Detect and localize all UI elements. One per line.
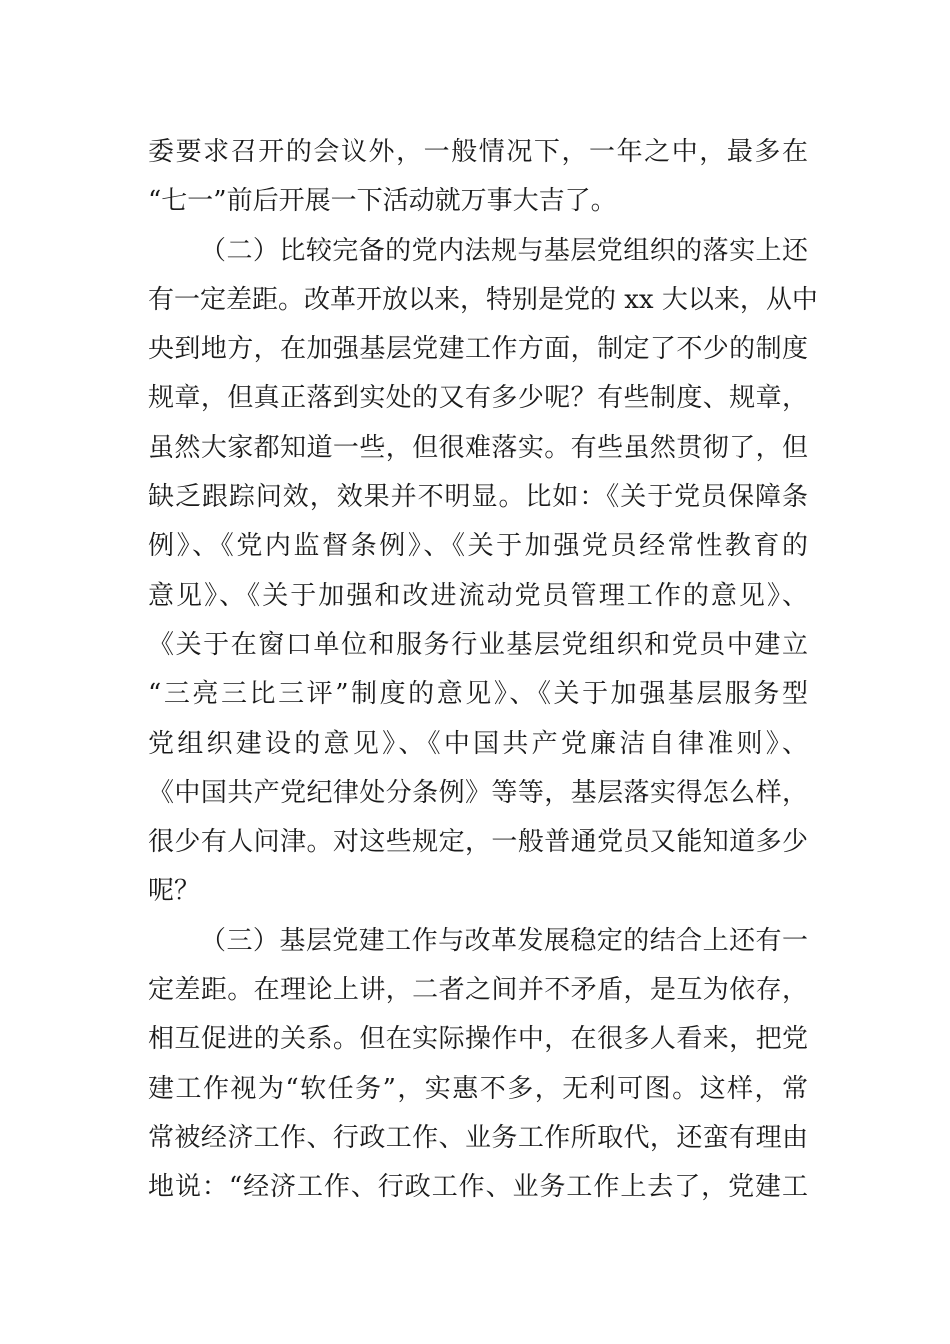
text-line: 相互促进的关系。但在实际操作中，在很多人看来，把党 <box>148 1024 808 1055</box>
text-line: 建工作视为“软任务”，实惠不多，无利可图。这样，常 <box>148 1073 808 1104</box>
text-line: 定差距。在理论上讲，二者之间并不矛盾，是互为依存， <box>148 975 808 1006</box>
text-line: 虽然大家都知道一些，但很难落实。有些虽然贯彻了，但 <box>148 432 808 463</box>
text-line: 很少有人问津。对这些规定，一般普通党员又能知道多少 <box>148 827 808 858</box>
text-line: 央到地方，在加强基层党建工作方面，制定了不少的制度 <box>148 334 808 365</box>
text-line: 规章，但真正落到实处的又有多少呢？有些制度、规章， <box>148 383 808 414</box>
text-line: （三）基层党建工作与改革发展稳定的结合上还有一 <box>200 925 808 956</box>
text-line: “三亮三比三评”制度的意见》、《关于加强基层服务型 <box>148 679 808 710</box>
text-line: （二）比较完备的党内法规与基层党组织的落实上还 <box>200 235 808 266</box>
paragraph-3 <box>148 917 808 1213</box>
text-line: 《关于在窗口单位和服务行业基层党组织和党员中建立 <box>148 629 808 660</box>
text-line: 地说：“经济工作、行政工作、业务工作上去了，党建工 <box>148 1172 808 1203</box>
text-line: 意见》、《关于加强和改进流动党员管理工作的意见》、 <box>148 580 808 611</box>
body-text <box>148 128 818 1213</box>
text-line: 缺乏跟踪问效，效果并不明显。比如：《关于党员保障条 <box>148 482 808 513</box>
text-line: “七一”前后开展一下活动就万事大吉了。 <box>148 186 617 217</box>
text-line: 有一定差距。改革开放以来，特别是党的 xx 大以来，从中 <box>148 284 818 315</box>
text-line: 《中国共产党纪律处分条例》等等，基层落实得怎么样， <box>148 777 808 808</box>
paragraph-2 <box>148 227 818 917</box>
text-line: 党组织建设的意见》、《中国共产党廉洁自律准则》、 <box>148 728 808 759</box>
paragraph-1 <box>148 128 808 227</box>
text-line: 呢？ <box>148 876 201 907</box>
text-line: 例》、《党内监督条例》、《关于加强党员经常性教育的 <box>148 531 808 562</box>
text-line: 常被经济工作、行政工作、业务工作所取代，还蛮有理由 <box>148 1122 808 1153</box>
text-line: 委要求召开的会议外，一般情况下，一年之中，最多在 <box>148 137 808 167</box>
